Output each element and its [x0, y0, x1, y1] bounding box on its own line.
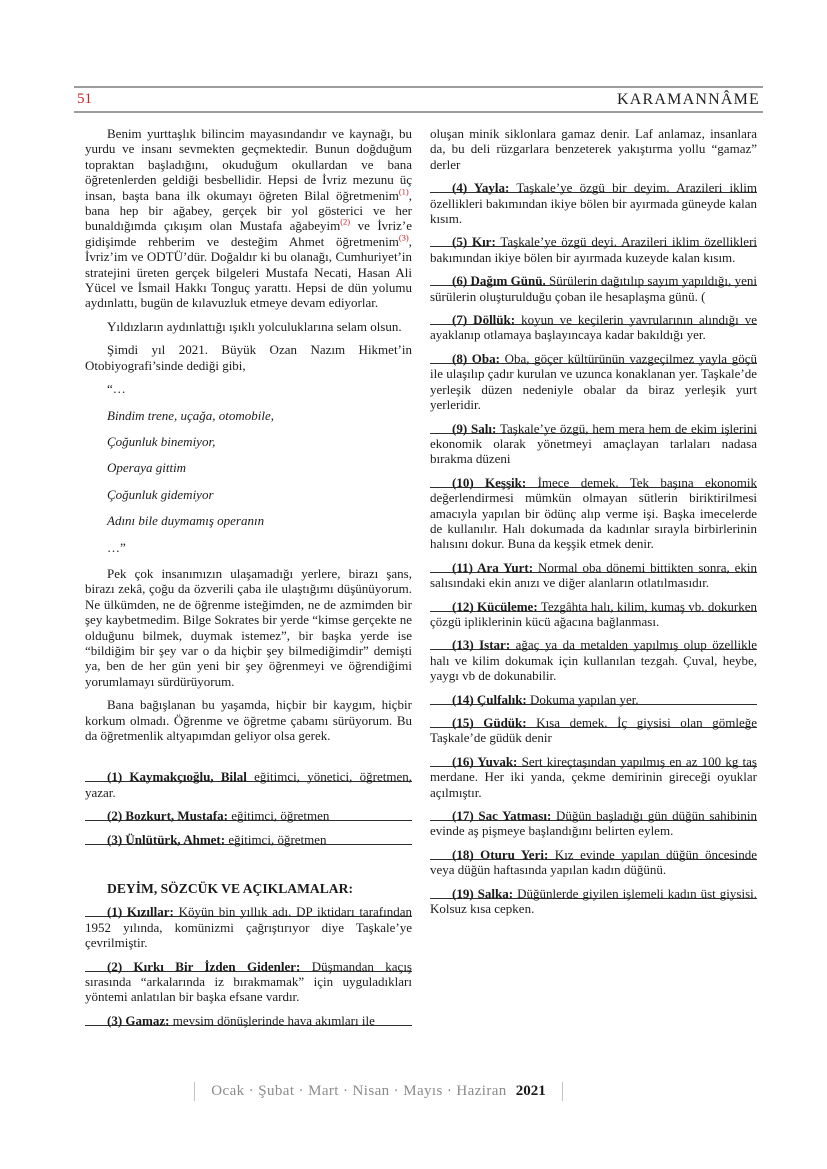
left-column [85, 126, 412, 1036]
paragraph-text: , İvriz’im ve ODTÜ’dür. Doğaldır ki bu olanağı, Cumhuriyet’in stratejini üreten gerçek bilgeleri Mustafa Necati, Hasan Ali Yücel ve İsmail Hakkı Tonguç yarattı. Hepsi de dün yolumu aydınlattı, bugün de kılavuzluk etmeye devam ediyorlar. [85, 233, 412, 311]
footnote-text: eğitimci, öğretmen [225, 831, 327, 847]
entry-text: Kısa demek. İç giysisi olan gömleğe Taşkale’de güdük denir [430, 715, 757, 746]
glossary-entry [430, 312, 757, 343]
entry-text: İmece demek. Tek başına ekonomik değerlendirmesi mümkün olmayan sütlerin biriktirilmesi amacıyla yapılan bir ödünç alıp verme işi. Başka imecelerde de kullanılır. Halı dokumada da kadınlar sırayla birbirlerinin halısını dokur. Buna da keşşik etmek denir. [430, 474, 757, 552]
glossary-entry [85, 959, 412, 1005]
footer-year: 2021 [515, 1083, 546, 1099]
glossary-entry [430, 599, 757, 630]
entry-text: Sert kireçtaşından yapılmış en az 100 kg taş merdane. Her iki yanda, çekme demirinin gireceği oyuklar açılmıştır. [430, 753, 757, 800]
poem-close-quote: …” [107, 539, 126, 555]
entry-term: (17) Sac Yatması: [452, 808, 552, 824]
footnote-entry [85, 769, 412, 800]
entry-term: (9) Salı: [452, 420, 497, 436]
entry-term: (16) Yuvak: [452, 753, 518, 769]
entry-term: (4) Yayla: [452, 180, 510, 196]
text-columns [85, 126, 757, 1036]
entry-text: Düğün başladığı gün düğün sahibinin evinde aş pişmeye başlandığını belirten eylem. [430, 808, 757, 839]
entry-term: (2) Kırkı Bir İzden Gidenler: [107, 958, 301, 974]
entry-text: Oba, göçer kültürünün vazgeçilmez yayla göçü ile ulaşılıp çadır kurulan ve uzunca konaklanan yer. Taşkale’de yerleşik düzen nedeniyle obalar da biraz yerleşik yurt yerleridir. [430, 350, 757, 413]
glossary-entry [430, 754, 757, 800]
entry-text: Köyün bin yıllık adı. DP iktidarı tarafından 1952 yılında, komünizmi çağrıştırıyor diye Taşkale’ye çevrilmiştir. [85, 904, 413, 951]
entry-term: (15) Güdük: [452, 715, 527, 730]
entry-text: koyun ve keçilerin yavrularının alındığı ve ayaklanıp otlamaya başlayıncaya kadar bakıldığı yer. [430, 312, 758, 343]
glossary-entry [430, 421, 757, 467]
entry-text: mevsim dönüşlerinde hava akımları ile [169, 1012, 375, 1028]
footnote-ref-1: (1) [398, 186, 409, 197]
footer-separator-right [562, 1082, 563, 1101]
entry-text: Tezgâhta halı, kilim, kumaş vb. dokurken çözgü ipliklerinin kücü ağacına bağlanması. [430, 598, 757, 629]
glossary-entry [430, 560, 757, 591]
glossary-entry [430, 180, 757, 226]
vertical-spacer [85, 855, 412, 881]
footnote-text: eğitimci, öğretmen [227, 808, 330, 824]
section-heading: DEYİM, SÖZCÜK VE AÇIKLAMALAR: [107, 881, 353, 897]
footnote-entry [85, 832, 412, 847]
entry-text: Normal oba dönemi bittikten sonra, ekin salısındaki ekin anızı ve diğer alanların otlatılmasıdır. [430, 559, 757, 591]
entry-term: (11) Ara Yurt: [452, 559, 534, 575]
paragraph: Yıldızların aydınlattığı ışıklı yolculuklarına selam olsun. [107, 318, 402, 334]
poem-line: Operaya gittim [107, 460, 187, 476]
footnote-term: (3) Ünlütürk, Ahmet: [107, 831, 226, 847]
entry-term: (7) Döllük: [452, 312, 516, 328]
footer-months: Ocak · Şubat · Mart · Nisan · Mayıs · Haziran [211, 1083, 507, 1099]
entry-term: (10) Keşşik: [452, 474, 527, 490]
entry-text: Düşmandan kaçış sırasında “arkalarında iz bırakmamak” için uyguladıkları yöntemi anlatılan bir başka efsane vardır. [85, 958, 412, 1005]
entry-term: (18) Oturu Yeri: [452, 846, 549, 862]
footnote-ref-3: (3) [398, 232, 409, 243]
footer-separator-left [194, 1082, 195, 1101]
page-footer [0, 1082, 757, 1101]
glossary-entry [430, 886, 757, 917]
glossary-entry [430, 475, 757, 552]
entry-text: ağaç ya da metalden yapılmış olup özellikle halı ve kilim dokumak için kullanılan tezgah. Çuval, heybe, yaygı vb de dokunabilir. [430, 637, 757, 684]
entry-term: (19) Salka: [452, 885, 514, 901]
paragraph: Bana bağışlanan bu yaşamda, hiçbir bir kaygım, hiçbir korkum olmadı. Öğrenme ve öğretme çabamı sürüyorum. Bu da öğretmenlik altyapımdan geliyor olsa gerek. [85, 697, 412, 743]
poem-line: Çoğunluk gidemiyor [107, 486, 214, 502]
page-title: KARAMANNÂME [617, 90, 760, 108]
footnote-entry [85, 808, 412, 823]
glossary-entry [430, 847, 757, 878]
paragraph: Şimdi yıl 2021. Büyük Ozan Nazım Hikmet’in Otobiyografi’sinde dediği gibi, [85, 342, 412, 373]
footnote-term: (1) Kaymakçıoğlu, Bilal [107, 769, 247, 785]
entry-term: (3) Gamaz: [107, 1012, 170, 1028]
entry-text: Düğünlerde giyilen işlemeli kadın üst giysisi. Kolsuz kısa cepken. [430, 885, 758, 917]
footnote-text: eğitimci, yönetici, öğretmen, yazar. [85, 769, 412, 800]
footer-text [211, 1083, 545, 1100]
page-number: 51 [77, 91, 92, 107]
glossary-entry [430, 351, 757, 413]
entry-text: Kız evinde yapılan düğün öncesinde veya düğün haftasında yapılan kadın düğünü. [430, 846, 757, 878]
glossary-entry [430, 715, 757, 746]
entry-term: (6) Dağım Günü. [452, 273, 546, 289]
entry-text: Dokuma yapılan yer. [526, 691, 639, 707]
entry-text: Taşkale’ye özgü, hem mera hem de ekim işlerini ekonomik olarak yönetmeyi amaçlayan tarlaları nadasa bırakma düzeni [430, 420, 757, 467]
footnote-ref-2: (2) [340, 217, 351, 228]
glossary-entry [430, 637, 757, 683]
entry-term: (8) Oba: [452, 350, 500, 366]
poem-line: Adını bile duymamış operanın [107, 513, 265, 529]
entry-term: (14) Çulfalık: [452, 691, 527, 707]
entry-term: (1) Kızıllar: [107, 904, 174, 920]
vertical-spacer [85, 751, 412, 769]
entry-text: Taşkale’ye özgü bir deyim. Arazileri iklim özellikleri bakımından ikiye bölen bir ayırmada güneyde kalan kısım. [430, 180, 757, 227]
entry-text: Sürülerin dağıtılıp sayım yapıldığı, yeni sürülerin oluşturulduğu çoban ile hesaplaşma günü. ( [430, 273, 757, 304]
paragraph [85, 126, 412, 311]
glossary-entry [430, 808, 757, 839]
entry-term: (12) Kücüleme: [452, 598, 538, 614]
glossary-entry [430, 273, 757, 304]
entry-term: (5) Kır: [452, 234, 496, 250]
glossary-entry [430, 234, 757, 265]
glossary-entry [430, 692, 757, 707]
paragraph: Pek çok insanımızın ulaşamadığı yerlere, birazı şans, birazı zekâ, çoğu da özverili çaba ile ulaştığımı düşünüyorum. Ne ülkümden, ne de öğrenme isteğimden, ne de azmimden bir şey kaybetmedim. Bilge Sokrates bir yerde “kimse gerçekte ne olduğunu bilmek, duymak istemez”, bir başka yerde ise “bildiğim bir şey var o da hiçbir şey bilmediğimdir” demişti ya, ben de her gün yeni bir şey öğrenmeyi ve öğrendiğimi yorumlamayı sürdürüyorum. [85, 565, 412, 689]
poem-line: Bindim trene, uçağa, otomobile, [107, 407, 275, 423]
entry-term: (13) Istar: [452, 637, 511, 653]
continuation-paragraph: oluşan minik siklonlara gamaz denir. Laf anlamaz, insanlara da, bu deli rüzgarlara benzeterek yakıştırma yollu “gamaz” derler [430, 126, 757, 172]
paragraph-text: Benim yurttaşlık bilincim mayasındandır ve kaynağı, bu yurdu ve insanı sevmekten geçmektedir. Bunun doğduğum topraktan başladığını, okuduğum okullardan ve bana öğretenlerden geldiği besbellidir. Hepsi de İvriz mezunu üç insan, başta bana ilk okumayı öğreten Bilal öğretmenim [85, 126, 412, 203]
footnote-term: (2) Bozkurt, Mustafa: [107, 808, 228, 824]
glossary-entry [85, 1013, 412, 1028]
poem-open-quote: “… [107, 381, 126, 397]
poem-line: Çoğunluk binemiyor, [107, 433, 216, 449]
glossary-entry [85, 904, 412, 950]
right-column [430, 126, 757, 1036]
paragraph-text: , bana hep bir ağabey, gerçek bir yol gösterici ve her bunaldığımda çıkışım olan Mustafa ağabeyim [85, 187, 412, 234]
page-header [74, 86, 763, 113]
paragraph-text: ve İvriz’e gidişimde rehberim ve desteğim Ahmet öğretmenim [85, 218, 412, 249]
entry-text: Taşkale’ye özgü deyi. Arazileri iklim özellikleri bakımından ikiye bölen bir ayırmada kuzeyde kalan kısım. [430, 234, 758, 265]
